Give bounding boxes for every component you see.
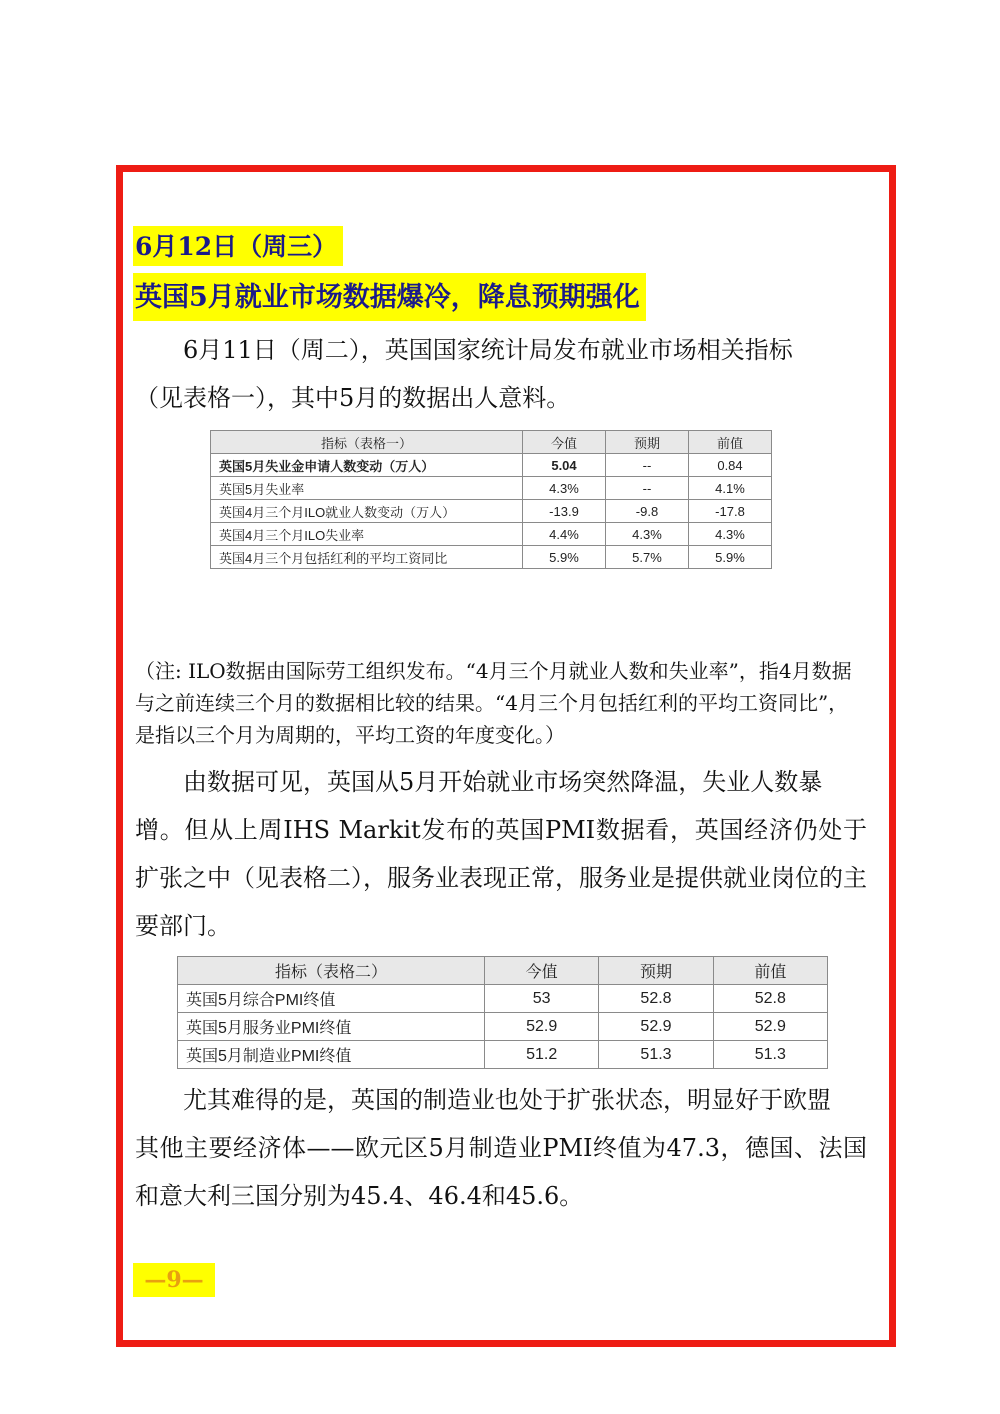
employment-table: [210, 430, 772, 569]
table-cell: 52.8: [599, 985, 713, 1013]
table-cell: -17.8: [689, 500, 772, 523]
table-cell: 英国5月综合PMI终值: [178, 985, 485, 1013]
table-header-cell: 今值: [485, 957, 599, 985]
table-cell: 英国5月服务业PMI终值: [178, 1013, 485, 1041]
intro-paragraph: [135, 326, 867, 422]
intro-line-1: 6月11日（周二），英国国家统计局发布就业市场相关指标: [183, 336, 793, 364]
manufacturing-paragraph: [135, 1076, 867, 1220]
table-cell: 5.9%: [689, 546, 772, 569]
table-row: [211, 454, 772, 477]
table-cell: 4.4%: [523, 523, 606, 546]
table-cell: 52.9: [599, 1013, 713, 1041]
table-cell: 52.9: [485, 1013, 599, 1041]
page-number: —9—: [133, 1263, 215, 1297]
manufacturing-line-1: 尤其难得的是，英国的制造业也处于扩张状态，明显好于欧盟: [183, 1086, 831, 1114]
table-cell: 5.7%: [606, 546, 689, 569]
table-row: [178, 1013, 828, 1041]
table-header-cell: 指标（表格二）: [178, 957, 485, 985]
table-cell: --: [606, 477, 689, 500]
table-cell: 51.3: [713, 1041, 827, 1069]
manufacturing-rest: 其他主要经济体——欧元区5月制造业PMI终值为47.3，德国、法国和意大利三国分别为45.4、46.4和45.6。: [135, 1134, 867, 1210]
table-cell: 英国4月三个月包括红利的平均工资同比: [211, 546, 523, 569]
table-cell: 5.04: [523, 454, 606, 477]
intro-line-2: （见表格一），其中5月的数据出人意料。: [135, 384, 571, 412]
table-cell: 英国4月三个月ILO失业率: [211, 523, 523, 546]
table-cell: 51.2: [485, 1041, 599, 1069]
table-header-cell: 预期: [599, 957, 713, 985]
table-cell: 英国5月失业率: [211, 477, 523, 500]
table-cell: 4.3%: [689, 523, 772, 546]
table-cell: 52.9: [713, 1013, 827, 1041]
table-header-cell: 指标（表格一）: [211, 431, 523, 454]
table-row: [211, 546, 772, 569]
table-header-cell: 预期: [606, 431, 689, 454]
table-cell: 0.84: [689, 454, 772, 477]
table-header-row: [211, 431, 772, 454]
table-cell: -13.9: [523, 500, 606, 523]
table-cell: 51.3: [599, 1041, 713, 1069]
table-cell: 52.8: [713, 985, 827, 1013]
article-headline: 英国5月就业市场数据爆冷，降息预期强化: [133, 273, 646, 321]
table-cell: 英国4月三个月ILO就业人数变动（万人）: [211, 500, 523, 523]
analysis-rest: 增。但从上周IHS Markit发布的英国PMI数据看，英国经济仍处于扩张之中（见表格二），服务业表现正常，服务业是提供就业岗位的主要部门。: [135, 816, 867, 940]
table-row: [178, 985, 828, 1013]
table-header-cell: 前值: [689, 431, 772, 454]
table-cell: 5.9%: [523, 546, 606, 569]
table-cell: 4.3%: [606, 523, 689, 546]
date-heading: 6月12日（周三）: [133, 226, 343, 266]
table-cell: 53: [485, 985, 599, 1013]
table-row: [178, 1041, 828, 1069]
table-cell: -9.8: [606, 500, 689, 523]
table-cell: 英国5月失业金申请人数变动（万人）: [211, 454, 523, 477]
table-cell: --: [606, 454, 689, 477]
analysis-line-1: 由数据可见，英国从5月开始就业市场突然降温，失业人数暴: [183, 768, 823, 796]
table-header-row: [178, 957, 828, 985]
table-note: （注: ILO数据由国际劳工组织发布。“4月三个月就业人数和失业率”，指4月数据与之前连续三个月的数据相比较的结果。“4月三个月包括红利的平均工资同比”，是指以三个月为周期的，平均工资的年度变化。）: [135, 659, 852, 747]
table-cell: 4.3%: [523, 477, 606, 500]
table-header-cell: 前值: [713, 957, 827, 985]
table-row: [211, 500, 772, 523]
analysis-paragraph: [135, 758, 867, 950]
pmi-table: [177, 956, 828, 1069]
table-cell: 英国5月制造业PMI终值: [178, 1041, 485, 1069]
table-row: [211, 477, 772, 500]
table-header-cell: 今值: [523, 431, 606, 454]
table-cell: 4.1%: [689, 477, 772, 500]
table-row: [211, 523, 772, 546]
